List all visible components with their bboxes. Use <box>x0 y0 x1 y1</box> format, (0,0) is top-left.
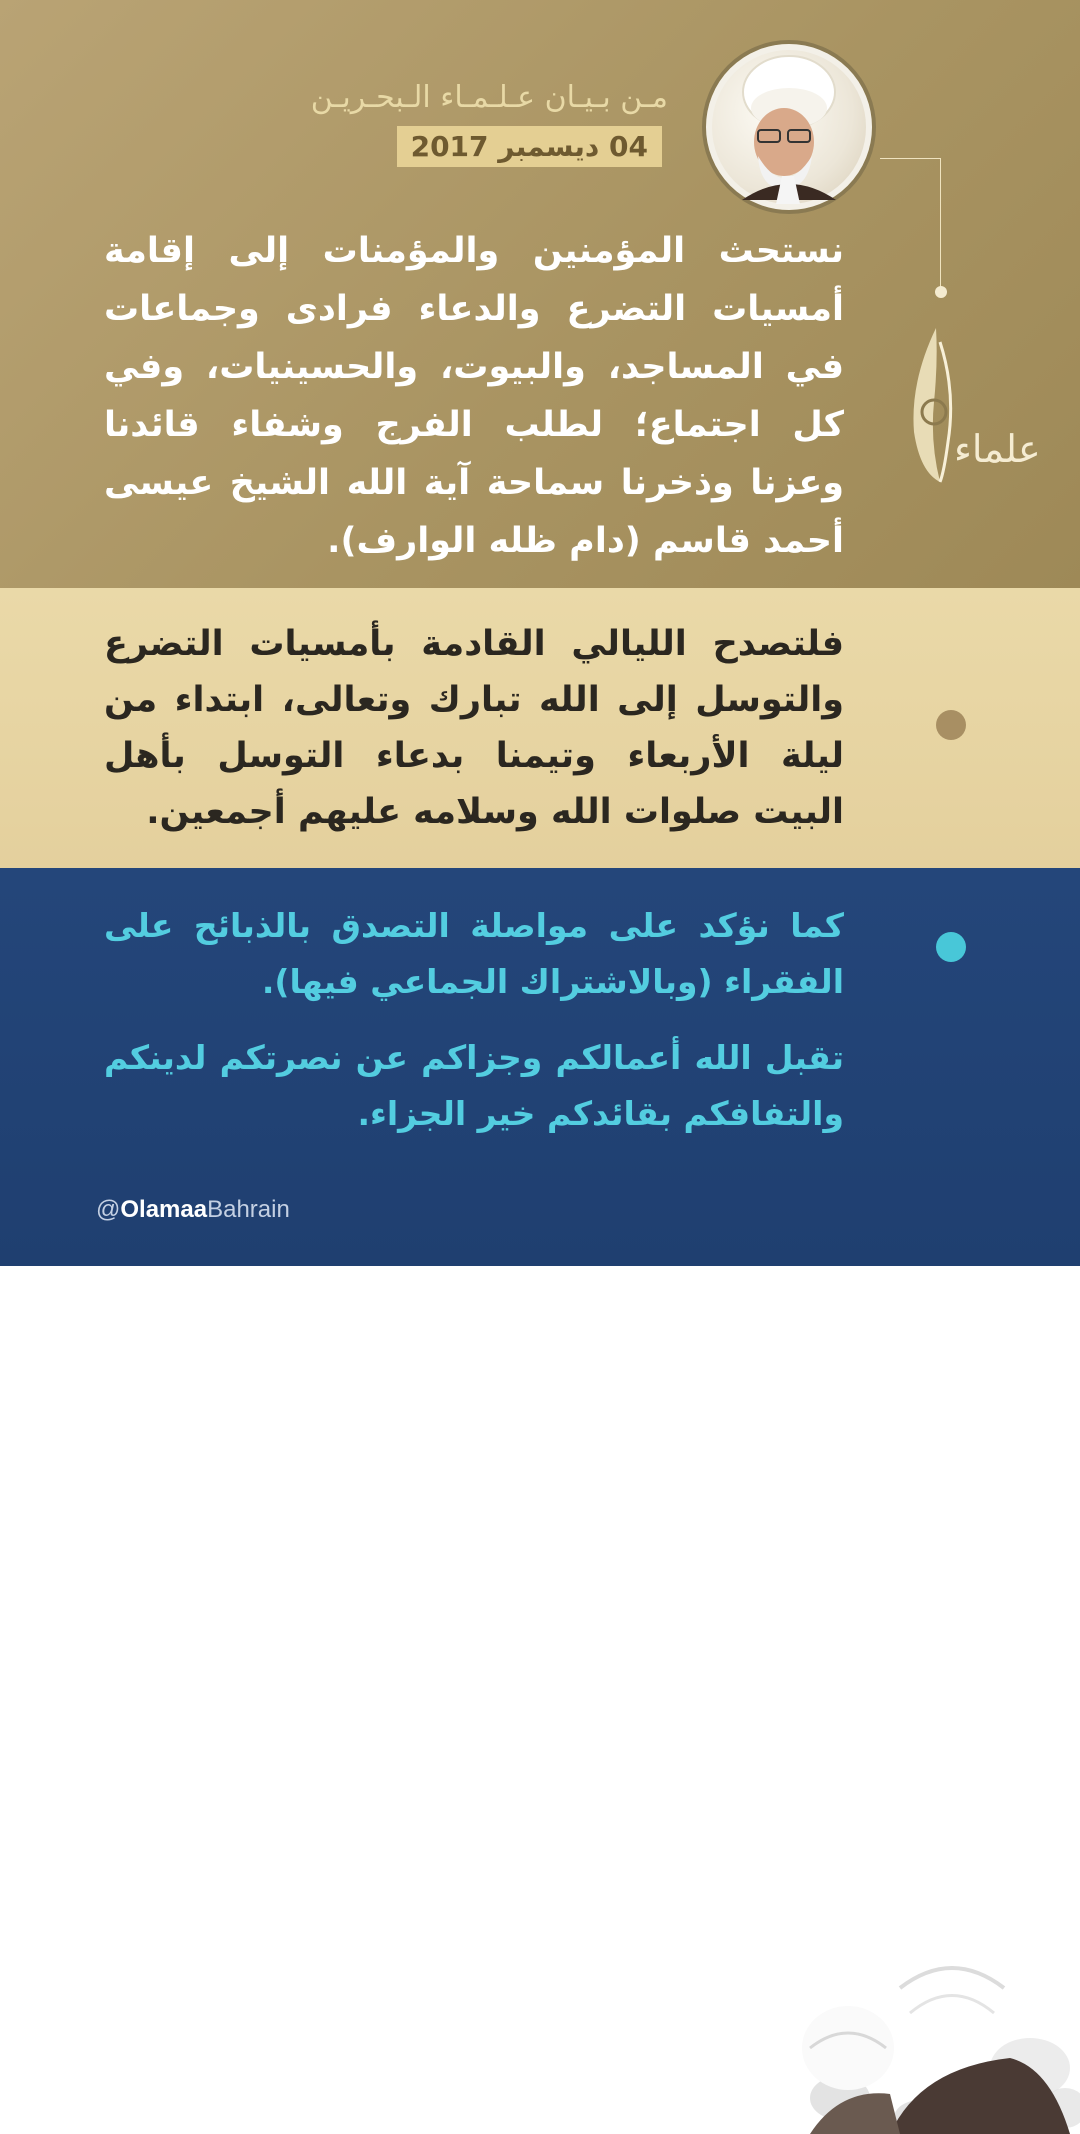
paragraph-call-to-prayer: نستحث المؤمنين والمؤمنات إلى إقامة أمسيات التضرع والدعاء فرادى وجماعات في المساجد، والبيوت، والحسينيات، وفي كل اجتماع؛ لطلب الفرج وشفاء قائدنا وعزنا وذخرنا سماحة آية الله الشيخ عيسى أحمد قاسم (دام ظله الوارف). <box>104 231 844 561</box>
portrait-icon <box>712 50 866 204</box>
statement-source-title: مـن بـيـان عـلـمـاء الـبحـريـن <box>310 80 668 115</box>
top-section <box>0 0 1080 588</box>
paragraph-charity: كما نؤكد على مواصلة التصدق بالذبائح على الفقراء (وبالاشتراك الجماعي فيها). <box>104 906 844 1001</box>
scholar-portrait <box>706 44 872 210</box>
bullet-dot <box>936 710 966 740</box>
statement-date: 04 ديسمبر 2017 <box>397 126 662 167</box>
connector-line <box>940 158 941 292</box>
clerics-crowd-image <box>780 1918 1080 2134</box>
olamaa-logo-icon <box>900 322 1041 492</box>
bullet-dot <box>935 286 947 298</box>
bullet-dot <box>936 932 966 962</box>
paragraph-nights-of-supplication: فلتصدح الليالي القادمة بأمسيات التضرع والتوسل إلى الله تبارك وتعالى، ابتداء من ليلة الأربعاء وتيمنا بدعاء التوسل بأهل البيت صلوات الله وسلامه عليهم أجمعين. <box>104 624 844 832</box>
svg-text:علماء: علماء <box>954 427 1041 471</box>
social-handle: @OlamaaBahrain <box>96 1196 290 1223</box>
paragraph-closing-prayer: تقبل الله أعمالكم وجزاكم عن نصرتكم لدينكم والتفافكم بقائدكم خير الجزاء. <box>104 1038 844 1133</box>
connector-line <box>880 158 940 159</box>
